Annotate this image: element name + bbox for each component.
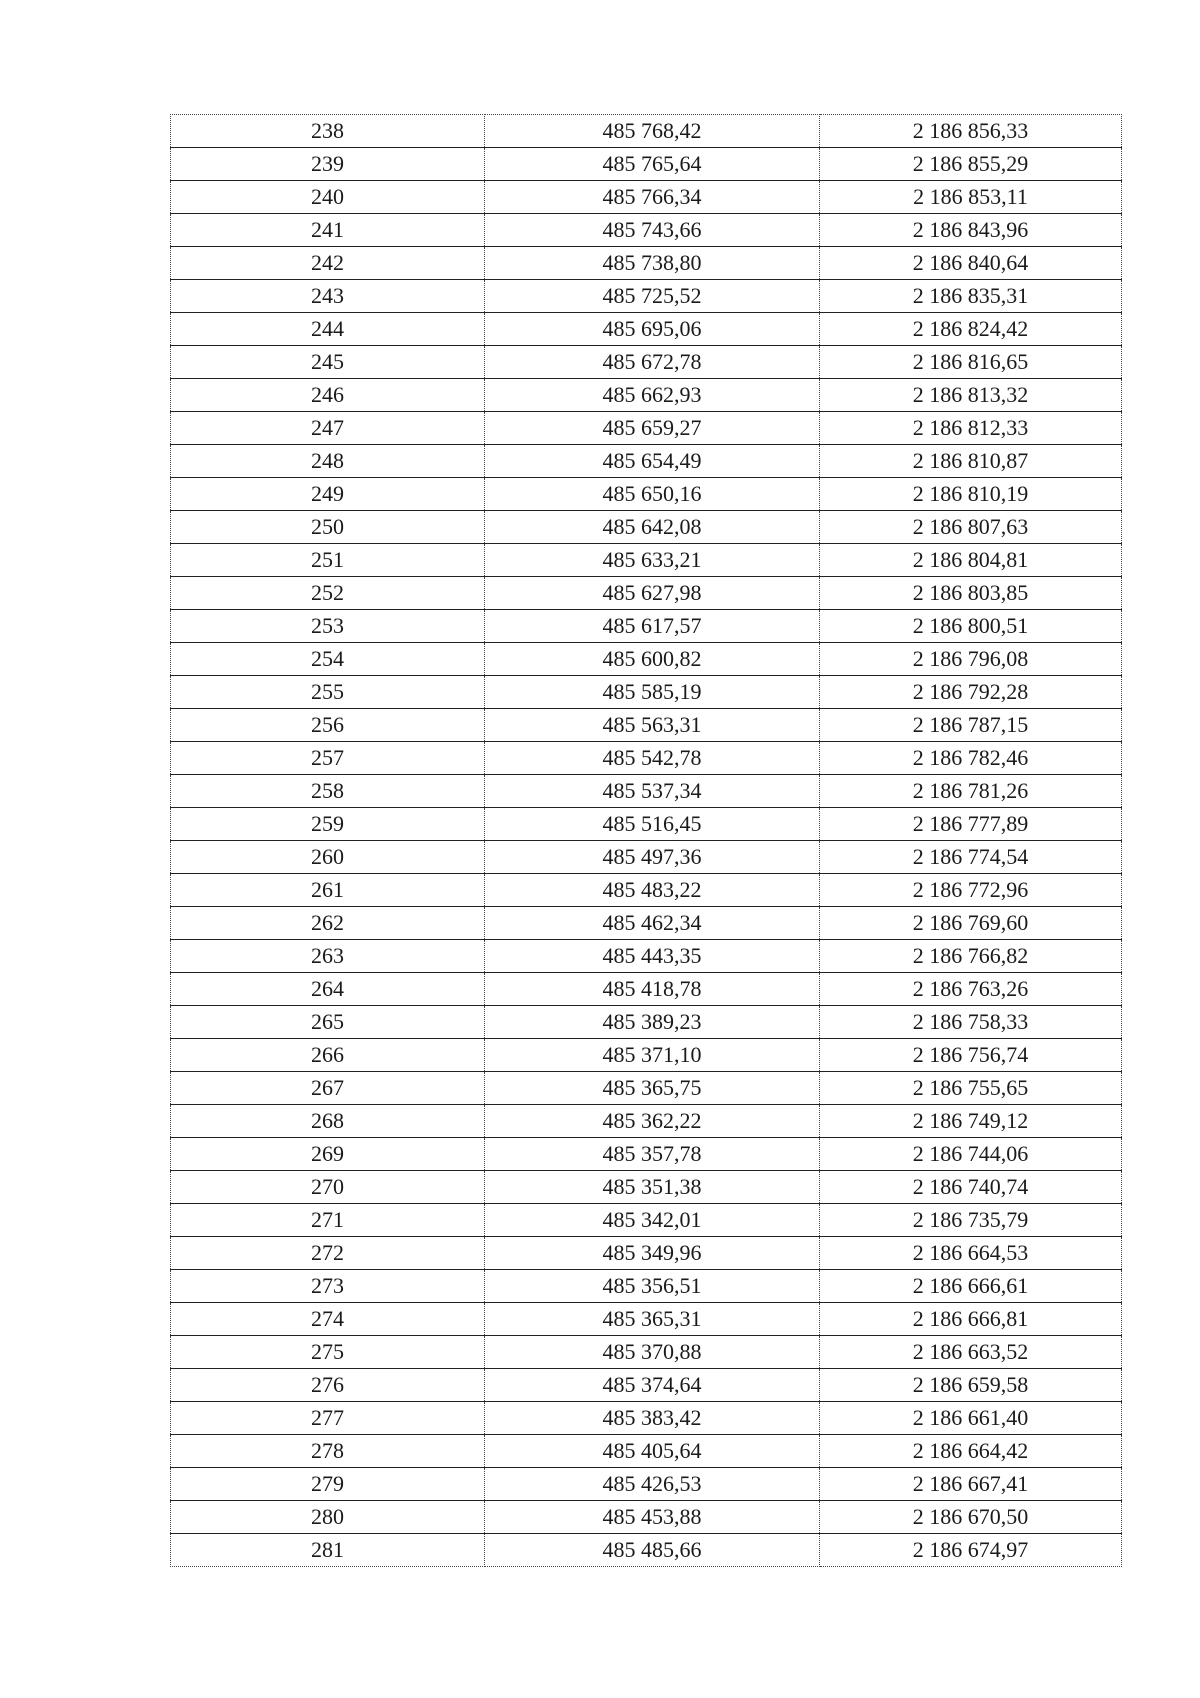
point-number-cell: 265: [171, 1006, 485, 1039]
point-number-cell: 253: [171, 610, 485, 643]
y-coordinate-cell: 2 186 804,81: [820, 544, 1122, 577]
table-row: [171, 742, 1122, 775]
table-row: [171, 1303, 1122, 1336]
table-row: [171, 907, 1122, 940]
point-number-cell: 275: [171, 1336, 485, 1369]
x-coordinate-cell: 485 453,88: [485, 1501, 820, 1534]
table-row: [171, 643, 1122, 676]
y-coordinate-cell: 2 186 777,89: [820, 808, 1122, 841]
table-row: [171, 676, 1122, 709]
x-coordinate-cell: 485 672,78: [485, 346, 820, 379]
x-coordinate-cell: 485 497,36: [485, 841, 820, 874]
y-coordinate-cell: 2 186 664,42: [820, 1435, 1122, 1468]
table-row: [171, 511, 1122, 544]
y-coordinate-cell: 2 186 758,33: [820, 1006, 1122, 1039]
x-coordinate-cell: 485 765,64: [485, 148, 820, 181]
table-row: [171, 1171, 1122, 1204]
y-coordinate-cell: 2 186 756,74: [820, 1039, 1122, 1072]
x-coordinate-cell: 485 365,31: [485, 1303, 820, 1336]
point-number-cell: 276: [171, 1369, 485, 1402]
table-row: [171, 379, 1122, 412]
table-row: [171, 346, 1122, 379]
x-coordinate-cell: 485 516,45: [485, 808, 820, 841]
table-row: [171, 973, 1122, 1006]
x-coordinate-cell: 485 443,35: [485, 940, 820, 973]
x-coordinate-cell: 485 370,88: [485, 1336, 820, 1369]
point-number-cell: 250: [171, 511, 485, 544]
table-row: [171, 841, 1122, 874]
point-number-cell: 256: [171, 709, 485, 742]
y-coordinate-cell: 2 186 670,50: [820, 1501, 1122, 1534]
table-row: [171, 1534, 1122, 1567]
x-coordinate-cell: 485 383,42: [485, 1402, 820, 1435]
y-coordinate-cell: 2 186 666,61: [820, 1270, 1122, 1303]
y-coordinate-cell: 2 186 769,60: [820, 907, 1122, 940]
y-coordinate-cell: 2 186 813,32: [820, 379, 1122, 412]
point-number-cell: 262: [171, 907, 485, 940]
table-row: [171, 1204, 1122, 1237]
x-coordinate-cell: 485 483,22: [485, 874, 820, 907]
x-coordinate-cell: 485 356,51: [485, 1270, 820, 1303]
x-coordinate-cell: 485 357,78: [485, 1138, 820, 1171]
table-row: [171, 247, 1122, 280]
table-row: [171, 577, 1122, 610]
point-number-cell: 245: [171, 346, 485, 379]
x-coordinate-cell: 485 405,64: [485, 1435, 820, 1468]
table-row: [171, 1237, 1122, 1270]
x-coordinate-cell: 485 389,23: [485, 1006, 820, 1039]
point-number-cell: 272: [171, 1237, 485, 1270]
y-coordinate-cell: 2 186 774,54: [820, 841, 1122, 874]
table-row: [171, 412, 1122, 445]
x-coordinate-cell: 485 725,52: [485, 280, 820, 313]
x-coordinate-cell: 485 768,42: [485, 115, 820, 148]
table-row: [171, 1468, 1122, 1501]
x-coordinate-cell: 485 633,21: [485, 544, 820, 577]
x-coordinate-cell: 485 365,75: [485, 1072, 820, 1105]
point-number-cell: 268: [171, 1105, 485, 1138]
table-row: [171, 1138, 1122, 1171]
y-coordinate-cell: 2 186 787,15: [820, 709, 1122, 742]
coordinates-table: [170, 114, 1122, 1567]
x-coordinate-cell: 485 542,78: [485, 742, 820, 775]
point-number-cell: 281: [171, 1534, 485, 1567]
y-coordinate-cell: 2 186 855,29: [820, 148, 1122, 181]
table-row: [171, 709, 1122, 742]
x-coordinate-cell: 485 627,98: [485, 577, 820, 610]
point-number-cell: 264: [171, 973, 485, 1006]
point-number-cell: 252: [171, 577, 485, 610]
x-coordinate-cell: 485 426,53: [485, 1468, 820, 1501]
point-number-cell: 238: [171, 115, 485, 148]
point-number-cell: 240: [171, 181, 485, 214]
point-number-cell: 257: [171, 742, 485, 775]
y-coordinate-cell: 2 186 782,46: [820, 742, 1122, 775]
y-coordinate-cell: 2 186 800,51: [820, 610, 1122, 643]
y-coordinate-cell: 2 186 807,63: [820, 511, 1122, 544]
point-number-cell: 260: [171, 841, 485, 874]
point-number-cell: 246: [171, 379, 485, 412]
point-number-cell: 280: [171, 1501, 485, 1534]
y-coordinate-cell: 2 186 766,82: [820, 940, 1122, 973]
y-coordinate-cell: 2 186 772,96: [820, 874, 1122, 907]
x-coordinate-cell: 485 654,49: [485, 445, 820, 478]
table-row: [171, 808, 1122, 841]
table-row: [171, 1435, 1122, 1468]
point-number-cell: 241: [171, 214, 485, 247]
point-number-cell: 249: [171, 478, 485, 511]
point-number-cell: 254: [171, 643, 485, 676]
point-number-cell: 247: [171, 412, 485, 445]
y-coordinate-cell: 2 186 796,08: [820, 643, 1122, 676]
point-number-cell: 266: [171, 1039, 485, 1072]
table-row: [171, 1336, 1122, 1369]
y-coordinate-cell: 2 186 853,11: [820, 181, 1122, 214]
y-coordinate-cell: 2 186 735,79: [820, 1204, 1122, 1237]
table-row: [171, 1006, 1122, 1039]
table-row: [171, 214, 1122, 247]
table-row: [171, 1501, 1122, 1534]
table-row: [171, 940, 1122, 973]
point-number-cell: 242: [171, 247, 485, 280]
x-coordinate-cell: 485 342,01: [485, 1204, 820, 1237]
table-row: [171, 313, 1122, 346]
y-coordinate-cell: 2 186 812,33: [820, 412, 1122, 445]
table-row: [171, 1072, 1122, 1105]
x-coordinate-cell: 485 371,10: [485, 1039, 820, 1072]
x-coordinate-cell: 485 738,80: [485, 247, 820, 280]
x-coordinate-cell: 485 418,78: [485, 973, 820, 1006]
y-coordinate-cell: 2 186 835,31: [820, 280, 1122, 313]
x-coordinate-cell: 485 374,64: [485, 1369, 820, 1402]
point-number-cell: 269: [171, 1138, 485, 1171]
point-number-cell: 244: [171, 313, 485, 346]
x-coordinate-cell: 485 349,96: [485, 1237, 820, 1270]
x-coordinate-cell: 485 642,08: [485, 511, 820, 544]
point-number-cell: 255: [171, 676, 485, 709]
y-coordinate-cell: 2 186 803,85: [820, 577, 1122, 610]
x-coordinate-cell: 485 351,38: [485, 1171, 820, 1204]
y-coordinate-cell: 2 186 744,06: [820, 1138, 1122, 1171]
x-coordinate-cell: 485 485,66: [485, 1534, 820, 1567]
y-coordinate-cell: 2 186 840,64: [820, 247, 1122, 280]
x-coordinate-cell: 485 662,93: [485, 379, 820, 412]
y-coordinate-cell: 2 186 810,87: [820, 445, 1122, 478]
y-coordinate-cell: 2 186 674,97: [820, 1534, 1122, 1567]
table-row: [171, 148, 1122, 181]
point-number-cell: 248: [171, 445, 485, 478]
table-row: [171, 445, 1122, 478]
point-number-cell: 261: [171, 874, 485, 907]
y-coordinate-cell: 2 186 816,65: [820, 346, 1122, 379]
table-row: [171, 610, 1122, 643]
x-coordinate-cell: 485 766,34: [485, 181, 820, 214]
x-coordinate-cell: 485 695,06: [485, 313, 820, 346]
y-coordinate-cell: 2 186 781,26: [820, 775, 1122, 808]
y-coordinate-cell: 2 186 843,96: [820, 214, 1122, 247]
table-row: [171, 1270, 1122, 1303]
table-row: [171, 478, 1122, 511]
x-coordinate-cell: 485 585,19: [485, 676, 820, 709]
point-number-cell: 267: [171, 1072, 485, 1105]
y-coordinate-cell: 2 186 755,65: [820, 1072, 1122, 1105]
point-number-cell: 271: [171, 1204, 485, 1237]
table-row: [171, 544, 1122, 577]
x-coordinate-cell: 485 600,82: [485, 643, 820, 676]
y-coordinate-cell: 2 186 763,26: [820, 973, 1122, 1006]
point-number-cell: 270: [171, 1171, 485, 1204]
table-row: [171, 181, 1122, 214]
y-coordinate-cell: 2 186 740,74: [820, 1171, 1122, 1204]
x-coordinate-cell: 485 659,27: [485, 412, 820, 445]
y-coordinate-cell: 2 186 856,33: [820, 115, 1122, 148]
table-row: [171, 1402, 1122, 1435]
x-coordinate-cell: 485 743,66: [485, 214, 820, 247]
table-row: [171, 1369, 1122, 1402]
point-number-cell: 263: [171, 940, 485, 973]
table-row: [171, 874, 1122, 907]
y-coordinate-cell: 2 186 661,40: [820, 1402, 1122, 1435]
table-row: [171, 115, 1122, 148]
point-number-cell: 258: [171, 775, 485, 808]
y-coordinate-cell: 2 186 663,52: [820, 1336, 1122, 1369]
y-coordinate-cell: 2 186 667,41: [820, 1468, 1122, 1501]
table-row: [171, 280, 1122, 313]
x-coordinate-cell: 485 362,22: [485, 1105, 820, 1138]
y-coordinate-cell: 2 186 824,42: [820, 313, 1122, 346]
y-coordinate-cell: 2 186 749,12: [820, 1105, 1122, 1138]
table-row: [171, 1039, 1122, 1072]
table-row: [171, 775, 1122, 808]
point-number-cell: 279: [171, 1468, 485, 1501]
point-number-cell: 273: [171, 1270, 485, 1303]
point-number-cell: 259: [171, 808, 485, 841]
y-coordinate-cell: 2 186 664,53: [820, 1237, 1122, 1270]
x-coordinate-cell: 485 563,31: [485, 709, 820, 742]
y-coordinate-cell: 2 186 659,58: [820, 1369, 1122, 1402]
point-number-cell: 243: [171, 280, 485, 313]
point-number-cell: 277: [171, 1402, 485, 1435]
x-coordinate-cell: 485 617,57: [485, 610, 820, 643]
point-number-cell: 274: [171, 1303, 485, 1336]
point-number-cell: 278: [171, 1435, 485, 1468]
table-row: [171, 1105, 1122, 1138]
y-coordinate-cell: 2 186 810,19: [820, 478, 1122, 511]
y-coordinate-cell: 2 186 666,81: [820, 1303, 1122, 1336]
point-number-cell: 251: [171, 544, 485, 577]
x-coordinate-cell: 485 650,16: [485, 478, 820, 511]
y-coordinate-cell: 2 186 792,28: [820, 676, 1122, 709]
coordinates-table-body: [171, 115, 1122, 1567]
x-coordinate-cell: 485 462,34: [485, 907, 820, 940]
x-coordinate-cell: 485 537,34: [485, 775, 820, 808]
point-number-cell: 239: [171, 148, 485, 181]
